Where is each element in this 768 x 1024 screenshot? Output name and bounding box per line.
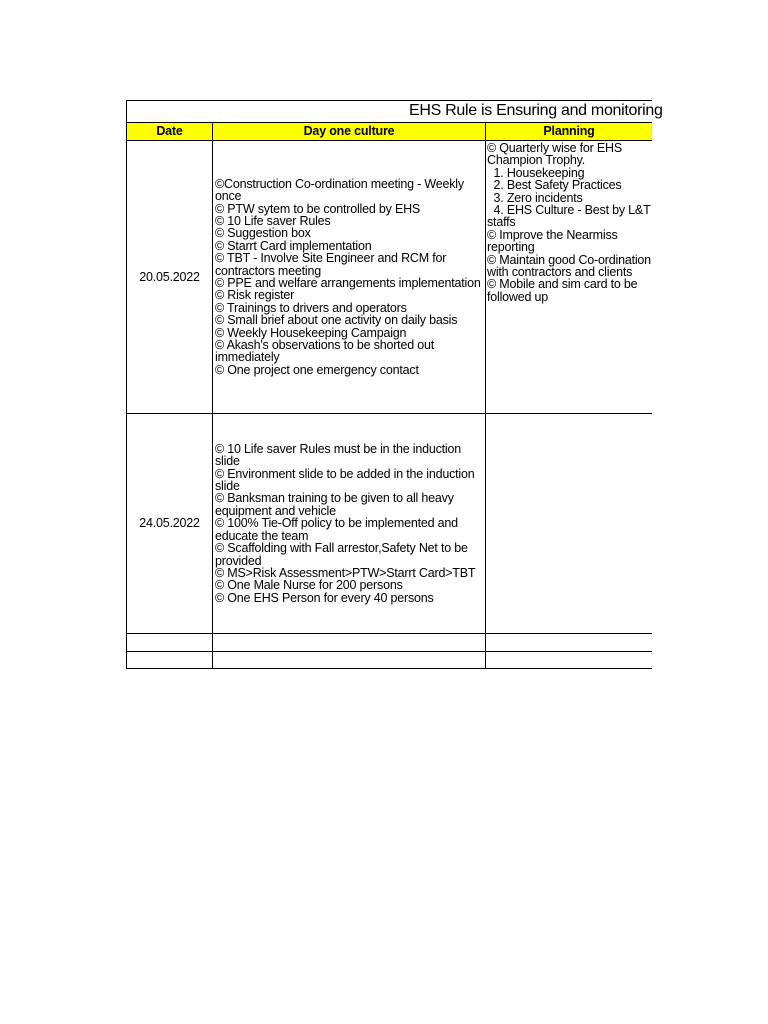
- table-row-empty: [127, 652, 652, 668]
- culture-item: © Starrt Card implementation: [215, 238, 372, 253]
- planning-item: © Mobile and sim card to be followed up: [487, 277, 638, 304]
- planning-cell: [486, 652, 652, 668]
- date-cell: [127, 652, 213, 668]
- culture-item: ©Construction Co-ordination meeting - Weekly once: [215, 176, 464, 204]
- culture-item: © 10 Life saver Rules: [215, 213, 331, 228]
- culture-cell: [213, 634, 486, 651]
- date-cell: [127, 634, 213, 651]
- header-row: [127, 123, 652, 141]
- planning-item: © Quarterly wise for EHS Champion Trophy.: [487, 141, 623, 168]
- culture-item: © Banksman training to be given to all heavy equipment and vehicle: [215, 491, 454, 518]
- header-day-one-culture: Day one culture: [213, 123, 486, 140]
- culture-item: © Suggestion box: [215, 226, 311, 241]
- culture-item: © 10 Life saver Rules must be in the induction slide: [215, 441, 461, 469]
- date-cell: 20.05.2022: [127, 141, 213, 413]
- ehs-sheet: [126, 100, 663, 669]
- table-row-empty: [127, 634, 652, 652]
- planning-item: 4. EHS Culture - Best by L&T staffs: [487, 203, 654, 230]
- culture-item: © MS>Risk Assessment>PTW>Starrt Card>TBT: [215, 565, 476, 580]
- planning-item: © Improve the Nearmiss reporting: [487, 227, 618, 255]
- culture-item: © Scaffolding with Fall arrestor,Safety Net to be provided: [215, 541, 468, 568]
- culture-item: © One Male Nurse for 200 persons: [215, 578, 403, 593]
- planning-item: 1. Housekeeping: [487, 165, 585, 180]
- culture-item: © Weekly Housekeeping Campaign: [215, 325, 407, 340]
- header-date: Date: [127, 123, 213, 140]
- planning-cell: [486, 141, 652, 413]
- culture-cell: [213, 652, 486, 668]
- culture-item: © TBT - Involve Site Engineer and RCM for contractors meeting: [215, 251, 447, 278]
- culture-item: © Environment slide to be added in the induction slide: [215, 466, 475, 494]
- culture-item: © PPE and welfare arrangements implementation: [215, 276, 481, 290]
- table-row: [127, 414, 652, 634]
- planning-cell: [486, 414, 652, 633]
- planning-cell: [486, 634, 652, 651]
- culture-item: © One EHS Person for every 40 persons: [215, 590, 434, 605]
- culture-item: © Risk register: [215, 288, 295, 303]
- planning-item: 3. Zero incidents: [487, 190, 583, 205]
- culture-item: © Akash's observations to be shorted out immediately: [215, 338, 435, 365]
- culture-item: © 100% Tie-Off policy to be implemented and educate the team: [215, 516, 458, 543]
- culture-item: © Small brief about one activity on daily basis: [215, 313, 458, 328]
- sheet-title: EHS Rule is Ensuring and monitoring: [409, 102, 663, 119]
- sheet-title-row: [127, 101, 663, 123]
- culture-cell: [213, 141, 486, 413]
- header-planning: Planning: [486, 123, 652, 140]
- culture-item: © One project one emergency contact: [215, 362, 419, 377]
- planning-item: 2. Best Safety Practices: [487, 178, 622, 193]
- table-row: [127, 141, 652, 414]
- culture-item: © PTW sytem to be controlled by EHS: [215, 201, 421, 216]
- planning-item: © Maintain good Co-ordination with contractors and clients: [487, 252, 651, 280]
- culture-cell: [213, 414, 486, 633]
- culture-item: © Trainings to drivers and operators: [215, 300, 407, 315]
- date-cell: 24.05.2022: [127, 414, 213, 633]
